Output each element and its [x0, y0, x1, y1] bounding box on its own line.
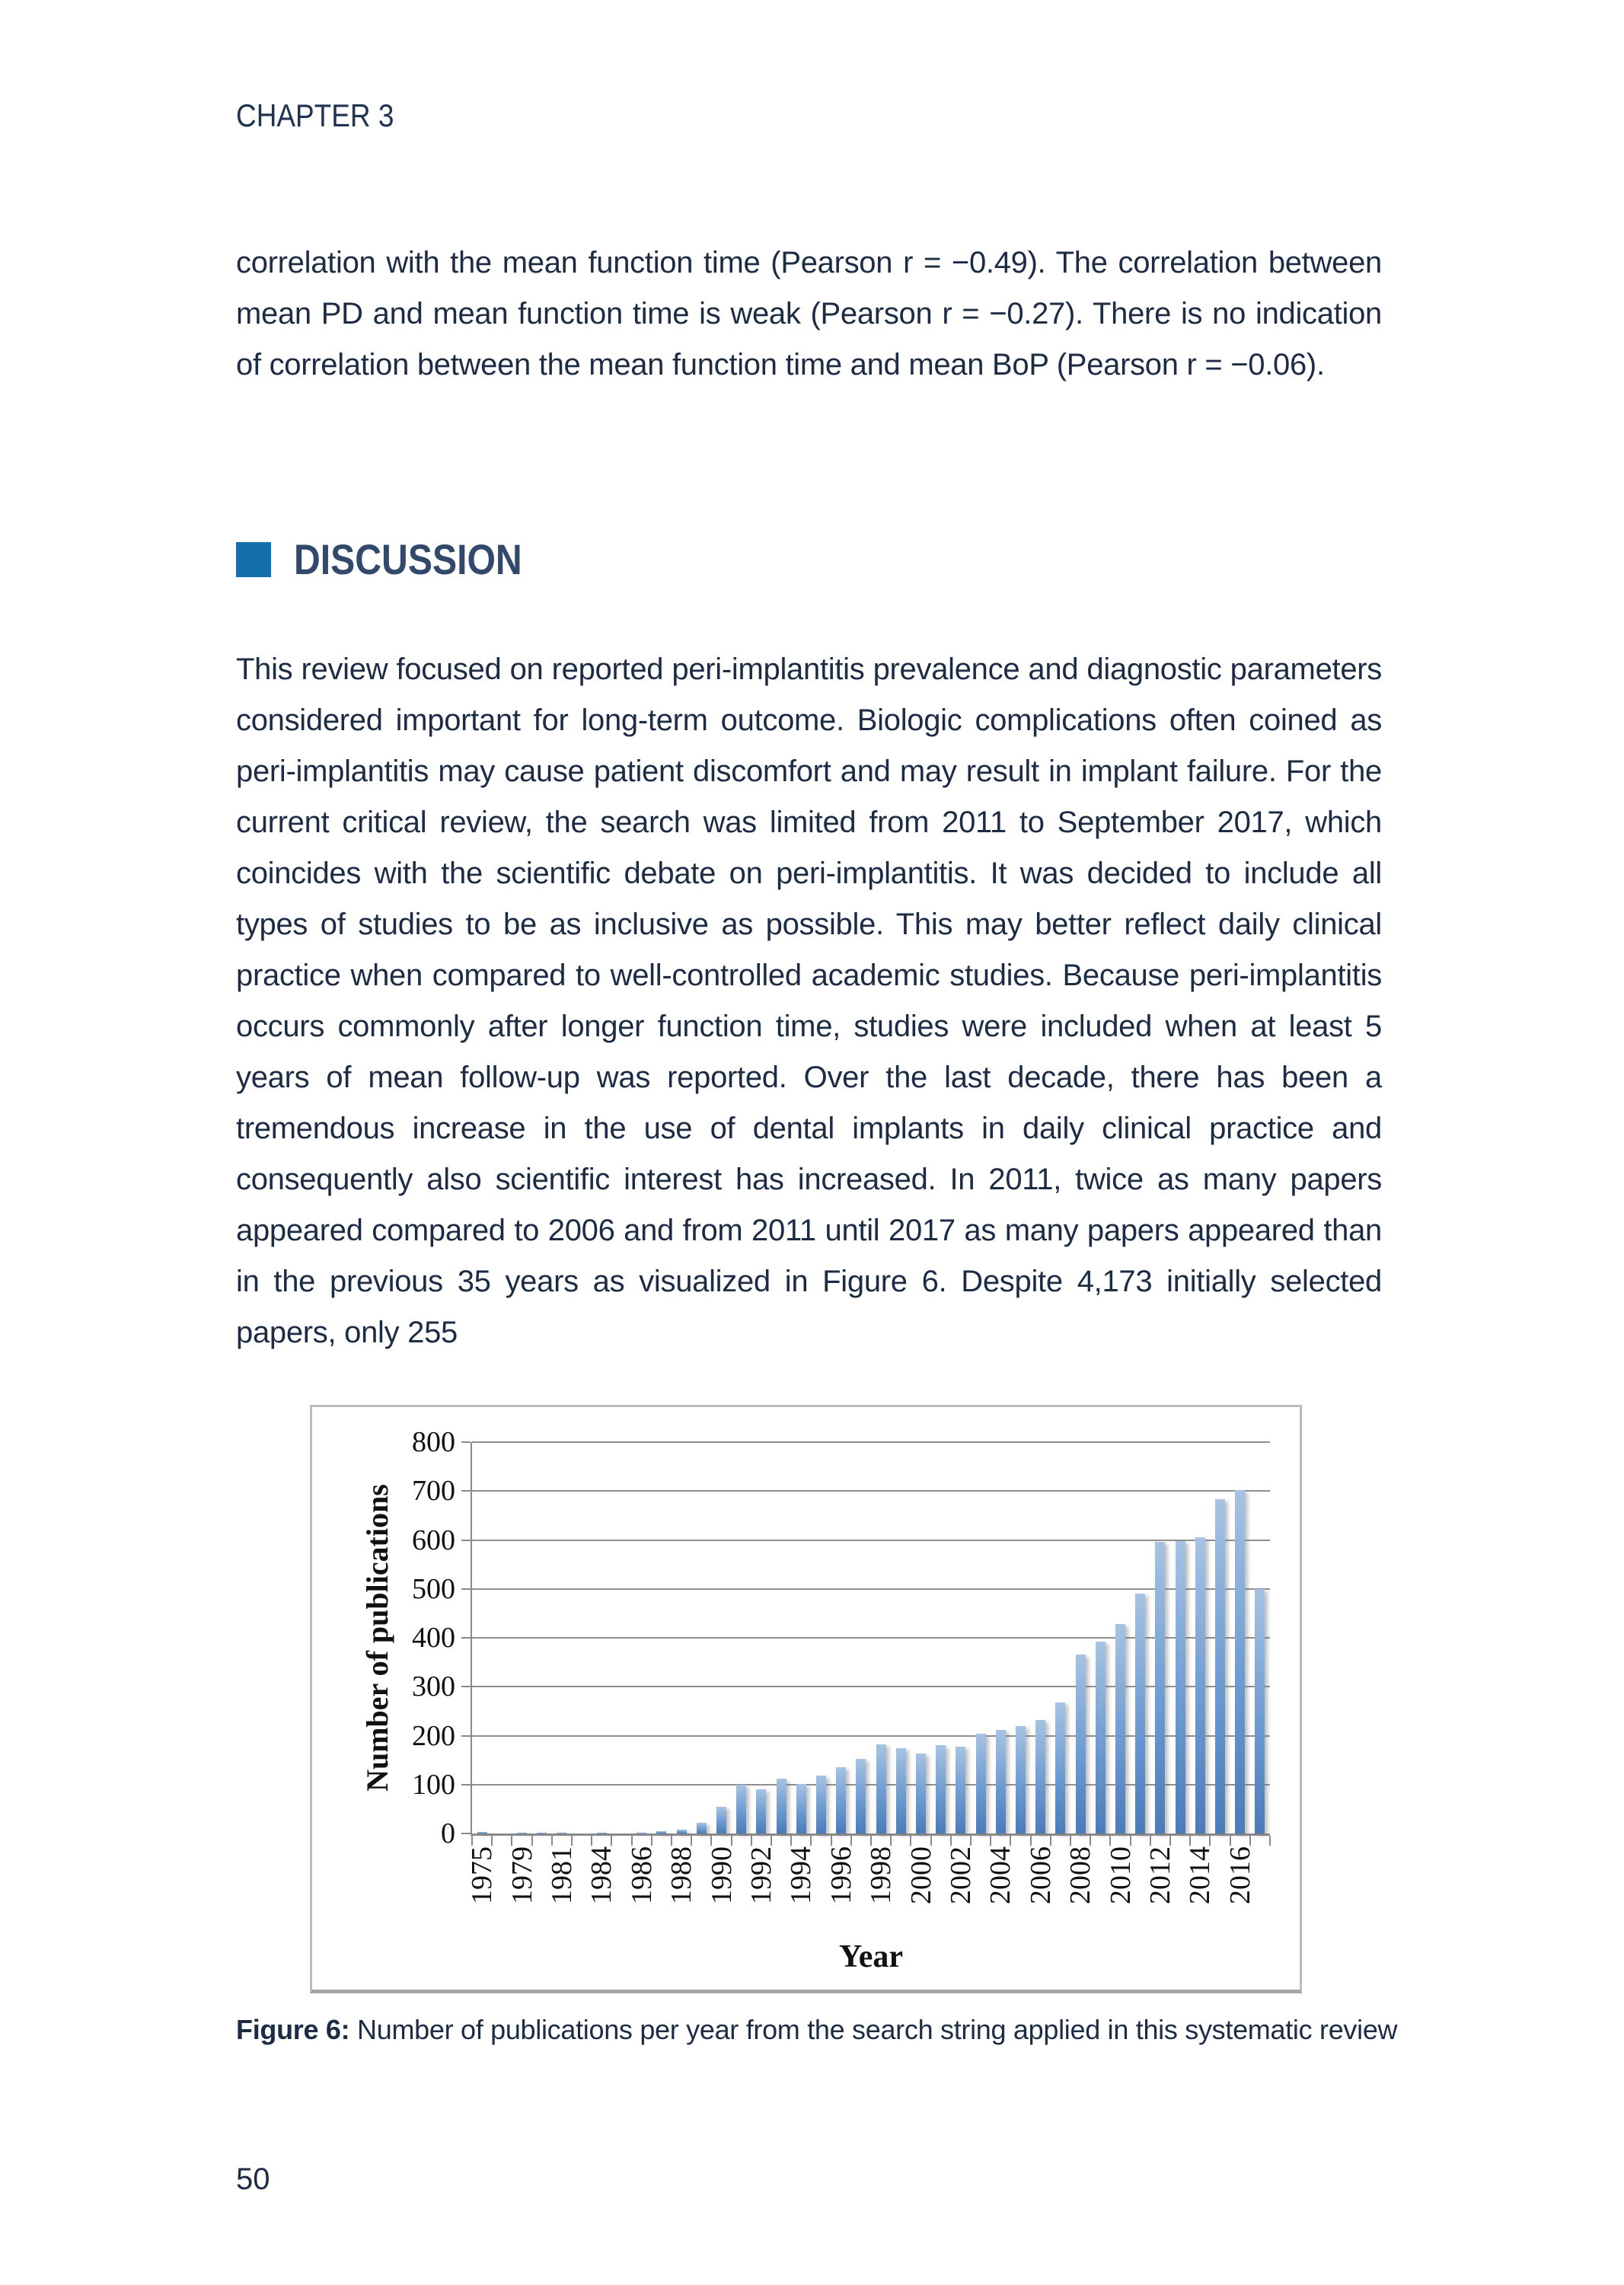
x-axis-tick — [671, 1836, 672, 1846]
x-axis-tick — [1010, 1836, 1011, 1846]
y-axis-tick — [461, 1833, 471, 1834]
x-tick-label-1996: 1996 — [825, 1846, 857, 1904]
y-tick-label: 800 — [412, 1426, 455, 1458]
x-axis-tick — [910, 1836, 911, 1846]
bar-1992 — [756, 1789, 766, 1833]
x-tick-label-1981: 1981 — [545, 1846, 578, 1904]
bar-2011 — [1135, 1594, 1145, 1833]
bar-2006 — [1035, 1720, 1045, 1833]
x-tick-label-1992: 1992 — [745, 1846, 777, 1904]
bar-2000 — [916, 1754, 926, 1833]
x-tick-label-2008: 2008 — [1064, 1846, 1097, 1904]
x-axis-tick — [950, 1836, 952, 1846]
y-axis-tick — [461, 1637, 471, 1639]
y-axis-tick — [461, 1588, 471, 1590]
y-axis-tick — [461, 1784, 471, 1786]
bar-2002 — [956, 1747, 965, 1833]
y-axis-tick — [461, 1441, 471, 1443]
bar-2008 — [1076, 1655, 1086, 1833]
bar-1987 — [656, 1831, 666, 1833]
x-axis-tick — [591, 1836, 592, 1846]
bar-1995 — [816, 1776, 826, 1833]
y-tick-label: 100 — [412, 1768, 455, 1801]
x-axis-tick — [651, 1836, 652, 1846]
x-axis-tick — [1109, 1836, 1111, 1846]
y-tick-label: 600 — [412, 1524, 455, 1556]
discussion-title: DISCUSSION — [294, 535, 522, 583]
y-tick-label: 400 — [412, 1622, 455, 1654]
bar-2015 — [1215, 1499, 1225, 1833]
gridline-200 — [472, 1735, 1270, 1737]
paragraph-discussion-body: This review focused on reported peri-implantitis prevalence and diagnostic parameters considered important for long-term outcome. Biologic complications often coined as peri-implantitis may cause patient discomfort and may result in implant failure. For the current critical review, the search was limited from 2011 to September 2017, which coincides with the scientific debate on peri-implantitis. It was decided to include all types of studies to be as inclusive as possible. This may better reflect daily clinical practice when compared to well-controlled academic studies. Because peri-implantitis occurs commonly after longer function time, studies were included when at least 5 years of mean follow-up was reported. Over the last decade, there has been a tremendous increase in the use of dental implants in daily clinical practice and consequently also scientific interest has increased. In 2011, twice as many papers appeared compared to 2006 and from 2011 until 2017 as many papers appeared than in the previous 35 years as visualized in Figure 6. Despite 4,173 initially selected papers, only 255 — [236, 653, 1382, 1349]
x-axis-tick — [1090, 1836, 1091, 1846]
bar-1994 — [796, 1784, 806, 1833]
gridline-600 — [472, 1540, 1270, 1541]
x-axis-tick — [471, 1836, 473, 1846]
bar-2014 — [1195, 1537, 1205, 1833]
y-tick-label: 200 — [412, 1719, 455, 1752]
discussion-section-heading — [236, 535, 560, 584]
bar-1998 — [876, 1744, 886, 1833]
x-axis-tick — [731, 1836, 732, 1846]
x-axis-tick — [1050, 1836, 1051, 1846]
x-tick-label-2000: 2000 — [905, 1846, 937, 1904]
x-axis-tick — [1169, 1836, 1171, 1846]
bar-2001 — [936, 1745, 946, 1833]
x-axis-tick — [751, 1836, 752, 1846]
x-axis-tick — [1189, 1836, 1191, 1846]
x-axis-tick — [970, 1836, 972, 1846]
bar-1999 — [896, 1748, 906, 1833]
y-tick-label: 500 — [412, 1572, 455, 1605]
x-axis-tick — [1230, 1836, 1231, 1846]
x-axis-tick — [771, 1836, 772, 1846]
x-axis-tick — [1070, 1836, 1071, 1846]
bar-1991 — [736, 1785, 746, 1833]
x-tick-label-2016: 2016 — [1224, 1846, 1256, 1904]
gridline-100 — [472, 1784, 1270, 1786]
y-axis-tick — [461, 1540, 471, 1541]
x-tick-label-1984: 1984 — [585, 1846, 618, 1904]
x-axis-tick — [890, 1836, 892, 1846]
bar-2009 — [1096, 1642, 1106, 1833]
x-tick-label-2014: 2014 — [1184, 1846, 1217, 1904]
y-tick-label: 0 — [441, 1817, 455, 1849]
x-tick-label-1994: 1994 — [785, 1846, 818, 1904]
x-tick-label-2002: 2002 — [944, 1846, 977, 1904]
bar-2013 — [1176, 1541, 1185, 1833]
x-tick-label-2006: 2006 — [1024, 1846, 1057, 1904]
x-axis-tick — [810, 1836, 812, 1846]
y-axis-tick — [461, 1686, 471, 1687]
gridline-800 — [472, 1441, 1270, 1443]
x-axis-tick — [831, 1836, 832, 1846]
x-axis-tick — [631, 1836, 633, 1846]
x-axis-tick — [1249, 1836, 1251, 1846]
x-axis-tick — [511, 1836, 512, 1846]
x-axis-tick — [990, 1836, 991, 1846]
y-axis-tick — [461, 1735, 471, 1737]
x-axis-tick — [850, 1836, 852, 1846]
bar-2004 — [996, 1730, 1006, 1833]
x-axis-tick — [870, 1836, 872, 1846]
x-tick-label-1990: 1990 — [705, 1846, 738, 1904]
paragraph-correlation: correlation with the mean function time (Pearson r = −0.49). The correlation between mean PD and mean function time is weak (Pearson r = −0.27). There is no indication of correlation between the mean function time and mean BoP (Pearson r = −0.06). — [236, 246, 1382, 381]
bar-1990 — [716, 1807, 726, 1833]
x-axis-tick — [1269, 1836, 1271, 1846]
bar-2010 — [1115, 1624, 1125, 1833]
bar-1989 — [697, 1823, 707, 1833]
x-axis-tick — [1209, 1836, 1211, 1846]
x-tick-label-1998: 1998 — [865, 1846, 898, 1904]
x-tick-label-2010: 2010 — [1104, 1846, 1137, 1904]
y-axis-tick — [461, 1490, 471, 1492]
bar-2017 — [1255, 1589, 1265, 1833]
x-axis-tick — [571, 1836, 573, 1846]
bar-2007 — [1055, 1703, 1065, 1833]
y-tick-label: 300 — [412, 1671, 455, 1703]
x-axis-tick — [1130, 1836, 1131, 1846]
x-axis-tick — [611, 1836, 612, 1846]
bar-1993 — [777, 1779, 786, 1833]
bar-1975 — [477, 1832, 487, 1833]
gridline-700 — [472, 1490, 1270, 1492]
figure-6-chart — [310, 1405, 1302, 1993]
x-axis-tick — [710, 1836, 712, 1846]
bar-2003 — [976, 1734, 986, 1833]
x-axis-tick — [531, 1836, 533, 1846]
x-tick-label-1979: 1979 — [506, 1846, 538, 1904]
bar-2012 — [1155, 1542, 1165, 1833]
x-axis-tick — [1150, 1836, 1151, 1846]
bar-1997 — [856, 1759, 866, 1833]
x-tick-label-1988: 1988 — [665, 1846, 698, 1904]
bar-2016 — [1235, 1490, 1245, 1833]
page-number: 50 — [236, 2162, 270, 2196]
x-tick-label-1975: 1975 — [466, 1846, 499, 1904]
bar-2005 — [1016, 1726, 1026, 1833]
gridline-400 — [472, 1637, 1270, 1639]
chapter-header: CHAPTER 3 — [236, 97, 394, 133]
gridline-500 — [472, 1588, 1270, 1590]
figure-caption-text: Number of publications per year from the search string applied in this systematic review — [349, 2014, 1398, 2045]
figure-caption — [236, 2014, 1416, 2046]
x-axis-tick — [551, 1836, 553, 1846]
bar-1996 — [836, 1767, 846, 1833]
x-tick-label-2012: 2012 — [1144, 1846, 1176, 1904]
y-tick-label: 700 — [412, 1475, 455, 1508]
x-axis-tick — [1030, 1836, 1032, 1846]
x-axis-tick — [691, 1836, 692, 1846]
x-tick-label-1986: 1986 — [625, 1846, 658, 1904]
figure-caption-label: Figure 6: — [236, 2014, 350, 2045]
x-tick-label-2004: 2004 — [984, 1846, 1017, 1904]
x-axis-tick — [930, 1836, 932, 1846]
bar-1988 — [677, 1830, 687, 1833]
section-bullet-square-icon — [236, 542, 271, 577]
plot-area — [360, 1426, 1270, 1974]
gridline-300 — [472, 1686, 1270, 1687]
x-axis-tick — [491, 1836, 493, 1846]
x-axis-title: Year — [839, 1939, 903, 1974]
y-axis-title: Number of publications — [360, 1484, 394, 1792]
x-axis-tick — [790, 1836, 792, 1846]
